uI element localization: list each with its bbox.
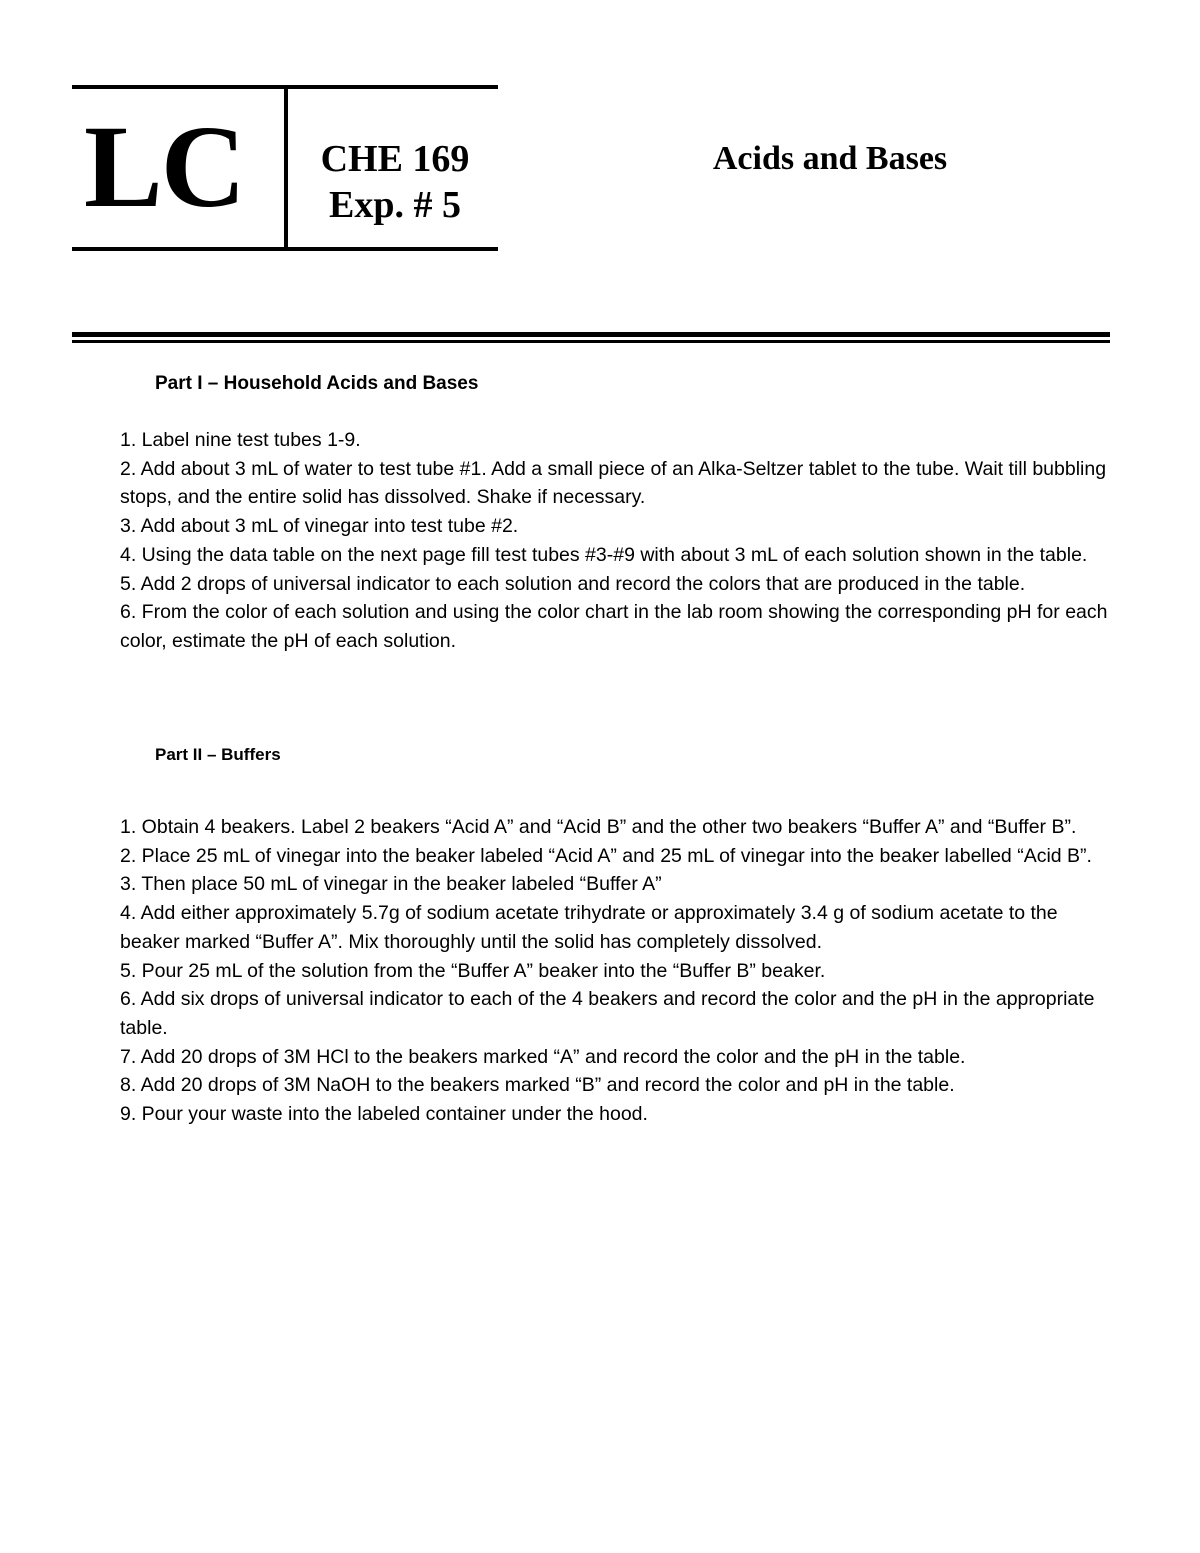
part2-heading: Part II – Buffers: [155, 745, 281, 764]
list-item: 1. Obtain 4 beakers. Label 2 beakers “Acid A” and “Acid B” and the other two beakers “Buffer A” and “Buffer B”.: [120, 816, 1077, 838]
list-item: 5. Add 2 drops of universal indicator to each solution and record the colors that are produced in the table.: [120, 572, 1026, 595]
list-item: 3. Add about 3 mL of vinegar into test tube #2.: [120, 515, 519, 538]
header-divider: [284, 85, 288, 251]
title-rule-thin: [72, 340, 1110, 343]
list-item: 8. Add 20 drops of 3M NaOH to the beakers marked “B” and record the color and pH in the table.: [120, 1074, 955, 1097]
experiment-number: Exp. # 5: [329, 184, 461, 226]
list-item: 4. Add either approximately 5.7g of sodium acetate trihydrate or approximately 3.4 g of sodium acetate to the beaker marked “Buffer A”. Mix thoroughly until the solid has completely dissolved.: [120, 902, 1058, 953]
part1-steps: [120, 426, 1120, 656]
list-item: 6. From the color of each solution and using the color chart in the lab room showing the corresponding pH for each color, estimate the pH of each solution.: [120, 601, 1108, 652]
list-item: 6. Add six drops of universal indicator to each of the 4 beakers and record the color and the pH in the appropriate table.: [120, 988, 1095, 1039]
course-code: CHE 169: [320, 138, 470, 180]
list-item: 4. Using the data table on the next page fill test tubes #3-#9 with about 3 mL of each solution shown in the table.: [120, 543, 1088, 566]
list-item: 5. Pour 25 mL of the solution from the “Buffer A” beaker into the “Buffer B” beaker.: [120, 959, 826, 982]
title-rule-thick: [72, 332, 1110, 337]
list-item: 2. Place 25 mL of vinegar into the beaker labeled “Acid A” and 25 mL of vinegar into the beaker labelled “Acid B”.: [120, 844, 1092, 867]
list-item: 3. Then place 50 mL of vinegar in the beaker labeled “Buffer A”: [120, 873, 662, 896]
course-block: [300, 136, 490, 228]
part1-heading: Part I – Household Acids and Bases: [155, 373, 479, 394]
list-item: 7. Add 20 drops of 3M HCl to the beakers marked “A” and record the color and the pH in the table.: [120, 1045, 966, 1068]
list-item: 1. Label nine test tubes 1-9.: [120, 429, 361, 451]
list-item: 2. Add about 3 mL of water to test tube #1. Add a small piece of an Alka-Seltzer tablet to the tube. Wait till bubbling stops, and the entire solid has dissolved. Shake if necessary.: [120, 457, 1107, 509]
document-title: Acids and Bases: [712, 140, 948, 177]
lc-logo: LC: [84, 101, 244, 232]
part2-steps: [120, 813, 1120, 1129]
list-item: 9. Pour your waste into the labeled container under the hood.: [120, 1103, 648, 1126]
